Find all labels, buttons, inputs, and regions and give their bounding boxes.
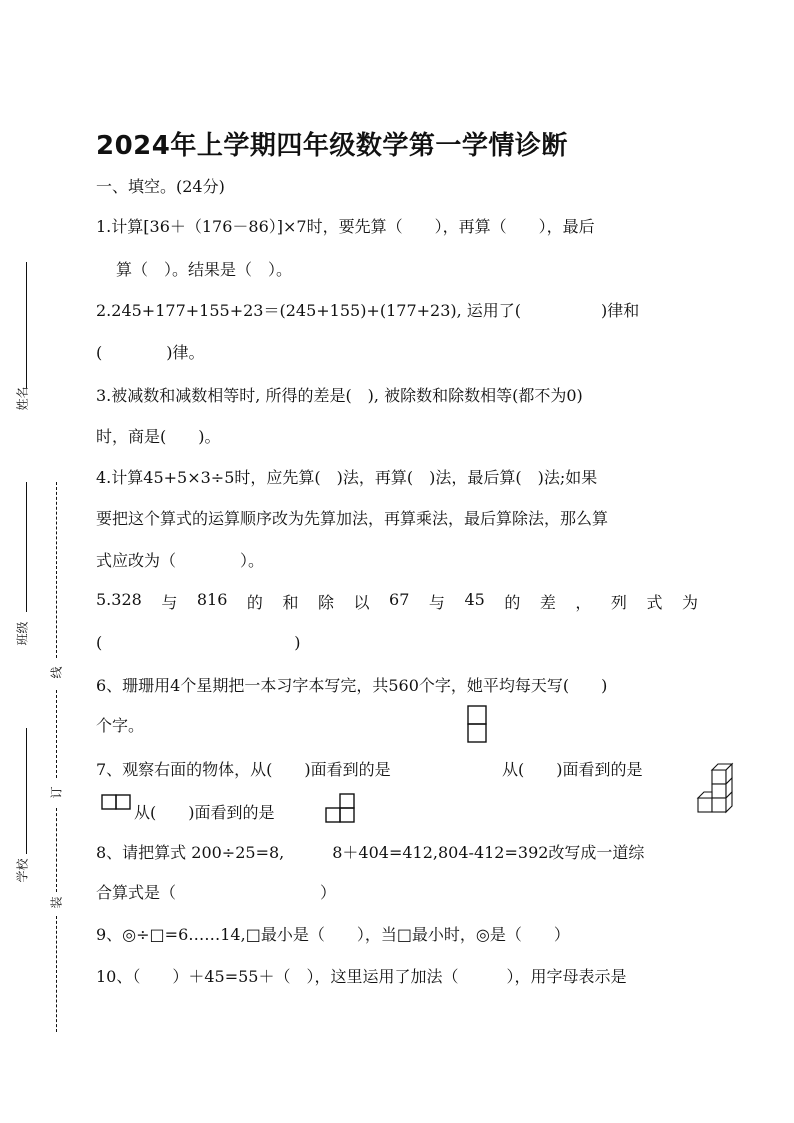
front-view-figure: [466, 704, 490, 748]
side-view-figure: [100, 793, 134, 813]
question-1-line-1: 1.计算[36＋（176－86）]×7时，要先算（ ），再算（ ），最后: [96, 217, 595, 236]
question-5-line-2: ( ): [96, 633, 301, 652]
school-underline: [26, 728, 27, 854]
binding-label-xian: 线: [49, 666, 64, 679]
binding-line-lower: [56, 808, 57, 892]
name-underline: [26, 262, 27, 388]
question-7-part-2: 从( )面看到的是: [502, 760, 643, 779]
binding-line-upper: [56, 482, 57, 658]
binding-label-ding: 订: [49, 786, 64, 799]
question-2-line-1: 2.245+177+155+23＝(245+155)+(177+23), 运用了( )律和: [96, 301, 640, 320]
q5-word: 与: [161, 593, 178, 612]
question-2-line-2: ( )律。: [96, 343, 205, 362]
question-4-line-3: 式应改为（ ）。: [96, 551, 265, 570]
question-4-line-1: 4.计算45+5×3÷5时，应先算( )法，再算( )法，最后算( )法;如果: [96, 468, 598, 487]
question-3-line-2: 时，商是( )。: [96, 427, 221, 446]
question-9: 9、◎÷□=6……14,□最小是（ ），当□最小时，◎是（ ）: [96, 925, 570, 944]
binding-line-middle: [56, 690, 57, 778]
q5-word: 和: [282, 593, 299, 612]
q5-word: 的: [246, 593, 263, 612]
cube-stack-figure: [690, 760, 734, 816]
q5-word: ，: [575, 593, 592, 612]
question-10: 10、（ ）＋45=55＋（ ），这里运用了加法（ ），用字母表示是: [96, 967, 627, 986]
q5-word: 差: [539, 593, 556, 612]
section-heading: 一、填空。(24分): [96, 177, 225, 196]
q5-word: 式: [646, 593, 663, 612]
question-6-line-1: 6、珊珊用4个星期把一本习字本写完，共560个字，她平均每天写( ): [96, 676, 608, 695]
question-7-part-3: 从( )面看到的是: [134, 803, 275, 822]
question-8-line-2: 合算式是（ ）: [96, 883, 337, 902]
q5-word: 为: [681, 593, 698, 612]
q5-word: 以: [353, 593, 370, 612]
question-3-line-1: 3.被减数和减数相等时, 所得的差是( ), 被除数和除数相等(都不为0): [96, 386, 583, 405]
page-title: 2024年上学期四年级数学第一学情诊断: [96, 131, 568, 161]
q5-word: 67: [389, 590, 410, 609]
binding-line-bottom: [56, 916, 57, 1032]
q5-word: 5.328: [96, 590, 142, 609]
q5-word: 的: [504, 593, 521, 612]
q5-word: 与: [428, 593, 445, 612]
name-label: 姓名: [15, 386, 30, 411]
question-7-part-1: 7、观察右面的物体，从( )面看到的是: [96, 760, 391, 779]
q5-word: 816: [196, 590, 228, 609]
q5-word: 列: [610, 593, 627, 612]
top-view-figure: [324, 790, 358, 830]
q5-word: 45: [464, 590, 485, 609]
school-label: 学校: [15, 858, 30, 883]
class-underline: [26, 482, 27, 612]
question-5-line-1: [96, 590, 698, 613]
binding-label-zhuang: 装: [49, 896, 64, 909]
question-6-line-2: 个字。: [96, 716, 145, 735]
q5-word: 除: [317, 593, 334, 612]
question-1-line-2: 算（ ）。结果是（ ）。: [116, 260, 293, 279]
class-label: 班级: [15, 621, 30, 646]
question-8-line-1: 8、请把算式 200÷25=8, 8＋404=412,804-412=392改写成一道综: [96, 843, 645, 862]
question-4-line-2: 要把这个算式的运算顺序改为先算加法，再算乘法，最后算除法，那么算: [96, 509, 609, 528]
